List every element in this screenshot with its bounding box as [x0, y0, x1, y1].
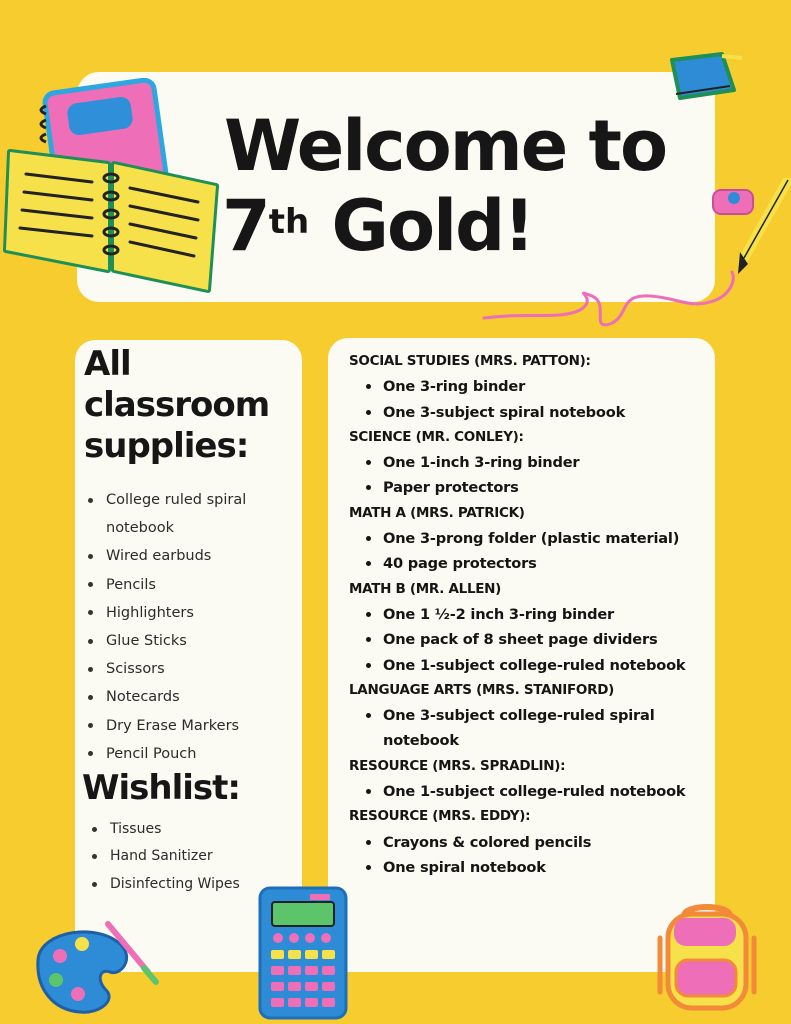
class-supply-list	[349, 450, 711, 501]
supply-item: Pencil Pouch	[76, 740, 296, 768]
class-supply-item: 40 page protectors	[349, 551, 711, 576]
class-section	[349, 501, 711, 577]
wishlist-heading: Wishlist:	[82, 768, 240, 808]
wishlist-item: Disinfecting Wipes	[80, 871, 295, 898]
open-yellow-notebook-icon	[6, 152, 216, 290]
calculator-icon	[258, 886, 348, 1020]
class-supply-item: One spiral notebook	[349, 855, 711, 880]
wishlist-item: Tissues	[80, 816, 295, 843]
class-supply-list	[349, 374, 711, 425]
supply-item: Dry Erase Markers	[76, 712, 296, 740]
grade-suffix: th	[268, 202, 310, 242]
class-name: RESOURCE (MRS. EDDY):	[349, 808, 531, 825]
class-section	[349, 425, 711, 501]
class-name: LANGUAGE ARTS (MRS. STANIFORD)	[349, 681, 614, 698]
class-supply-list	[349, 703, 711, 754]
backpack-icon	[654, 902, 760, 1012]
supply-item: Highlighters	[76, 599, 296, 627]
supplies-heading: All classroom supplies:	[84, 344, 270, 466]
class-name: MATH B (MR. ALLEN)	[349, 580, 502, 597]
wishlist-item: Hand Sanitizer	[80, 843, 295, 870]
notebooks-illustration	[2, 78, 224, 296]
class-supply-item: One 1-subject college-ruled notebook	[349, 653, 711, 678]
ribbon-swirl-icon	[480, 270, 740, 336]
class-name: SOCIAL STUDIES (MRS. PATTON):	[349, 353, 591, 369]
class-name: SCIENCE (MR. CONLEY):	[349, 428, 524, 445]
class-section	[349, 804, 711, 880]
class-supply-item: One 3-subject college-ruled spiral notebook	[349, 703, 711, 754]
class-supply-list	[349, 602, 711, 678]
class-section	[349, 678, 711, 754]
class-supply-item: One 1 ½-2 inch 3-ring binder	[349, 602, 711, 627]
class-section	[349, 349, 711, 425]
blue-book-icon	[664, 50, 744, 104]
class-supply-item: Crayons & colored pencils	[349, 830, 711, 855]
class-supply-item: One pack of 8 sheet page dividers	[349, 627, 711, 652]
class-supply-item: One 1-inch 3-ring binder	[349, 450, 711, 475]
page-title-line2	[222, 184, 533, 268]
supply-item: Pencils	[76, 571, 296, 599]
supplies-list	[76, 486, 296, 768]
class-supply-item: One 3-prong folder (plastic material)	[349, 526, 711, 551]
supply-item: Wired earbuds	[76, 542, 296, 570]
class-name: MATH A (MRS. PATRICK)	[349, 504, 525, 521]
class-supply-item: Paper protectors	[349, 475, 711, 500]
class-supply-list	[349, 779, 711, 804]
class-supply-lists	[349, 349, 711, 880]
supply-item: Scissors	[76, 655, 296, 683]
class-supply-item: One 3-ring binder	[349, 374, 711, 399]
supply-item: Notecards	[76, 683, 296, 711]
paint-palette-icon	[30, 920, 160, 1016]
pencil-icon	[730, 178, 791, 276]
page-title-line1: Welcome to	[224, 105, 667, 187]
team-name: Gold!	[309, 185, 534, 267]
supply-item: Glue Sticks	[76, 627, 296, 655]
class-supply-item: One 1-subject college-ruled notebook	[349, 779, 711, 804]
class-section	[349, 577, 711, 678]
class-supply-list	[349, 526, 711, 577]
class-section	[349, 754, 711, 805]
class-name: RESOURCE (MRS. SPRADLIN):	[349, 757, 566, 774]
supply-item: College ruled spiral notebook	[76, 486, 296, 542]
class-supply-list	[349, 830, 711, 881]
grade-number: 7	[222, 185, 269, 267]
class-supply-item: One 3-subject spiral notebook	[349, 400, 711, 425]
